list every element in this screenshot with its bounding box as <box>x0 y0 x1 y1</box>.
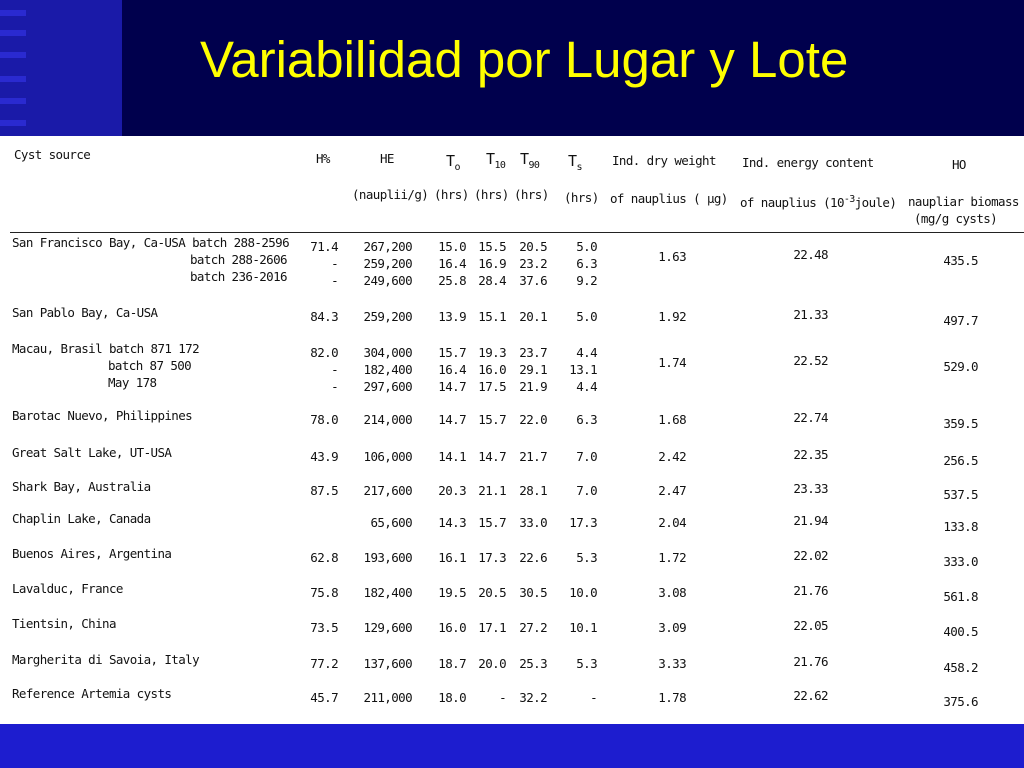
cell-t90: 25.3 <box>519 656 547 671</box>
cell-he: 65,600 <box>370 515 412 530</box>
cell-he: 304,000 <box>363 345 412 360</box>
cell-ts: 4.4 <box>576 379 597 394</box>
cell-hp: 75.8 <box>310 585 338 600</box>
cell-t10: 17.3 <box>478 550 506 565</box>
cell-ho: 133.8 <box>943 519 978 534</box>
cell-ts: 6.3 <box>576 256 597 271</box>
cell-t10: 20.0 <box>478 656 506 671</box>
cell-he: 217,600 <box>363 483 412 498</box>
cell-t0: 16.1 <box>438 550 466 565</box>
cell-en: 22.02 <box>793 548 828 563</box>
cell-t90: 32.2 <box>519 690 547 705</box>
cell-he: 137,600 <box>363 656 412 671</box>
cell-t10: 28.4 <box>478 273 506 288</box>
row-source: Lavalduc, France <box>12 581 123 596</box>
cell-he: 297,600 <box>363 379 412 394</box>
cell-hp: 84.3 <box>310 309 338 324</box>
row-source: Reference Artemia cysts <box>12 686 172 701</box>
bottom-accent-bar <box>0 724 1024 768</box>
cell-en: 21.76 <box>793 654 828 669</box>
cell-t90: 29.1 <box>519 362 547 377</box>
cell-ts: 7.0 <box>576 449 597 464</box>
cell-hp: 87.5 <box>310 483 338 498</box>
cell-dw: 1.72 <box>658 550 686 565</box>
cell-he: 106,000 <box>363 449 412 464</box>
header-ts: $T_s$ <box>568 152 582 173</box>
header-hp: H% <box>316 151 330 166</box>
cell-t0: 13.9 <box>438 309 466 324</box>
cell-t90: 33.0 <box>519 515 547 530</box>
cell-hp: 62.8 <box>310 550 338 565</box>
cell-ho: 256.5 <box>943 453 978 468</box>
cell-ho: 529.0 <box>943 359 978 374</box>
header-ho: HO <box>952 157 966 172</box>
cell-t90: 21.7 <box>519 449 547 464</box>
cell-t0: 16.4 <box>438 362 466 377</box>
cell-dw: 1.74 <box>658 355 686 370</box>
cell-t10: 15.5 <box>478 239 506 254</box>
cell-hp: 73.5 <box>310 620 338 635</box>
row-source: Margherita di Savoia, Italy <box>12 652 199 667</box>
header-t10-unit: (hrs) <box>474 187 509 202</box>
cell-he: 182,400 <box>363 362 412 377</box>
cell-t90: 22.0 <box>519 412 547 427</box>
cell-t0: 25.8 <box>438 273 466 288</box>
cell-ho: 359.5 <box>943 416 978 431</box>
cell-hp: - <box>331 379 338 394</box>
row-source: Macau, Brasil batch 871 172 <box>12 341 199 356</box>
cell-dw: 2.42 <box>658 449 686 464</box>
header-rule <box>10 232 1024 233</box>
cell-hp: 78.0 <box>310 412 338 427</box>
cell-he: 214,000 <box>363 412 412 427</box>
cell-he: 129,600 <box>363 620 412 635</box>
cell-t90: 37.6 <box>519 273 547 288</box>
scanned-table <box>0 136 1024 724</box>
cell-ts: 13.1 <box>569 362 597 377</box>
header-ho-unit: (mg/g cysts) <box>914 211 998 226</box>
cell-t0: 19.5 <box>438 585 466 600</box>
row-source: Buenos Aires, Argentina <box>12 546 172 561</box>
cell-ho: 375.6 <box>943 694 978 709</box>
row-source: San Pablo Bay, Ca-USA <box>12 305 158 320</box>
header-dry-weight: Ind. dry weight <box>612 153 716 168</box>
header-t10: $T_{10}$ <box>486 150 506 171</box>
cell-ts: 5.0 <box>576 309 597 324</box>
cell-t90: 27.2 <box>519 620 547 635</box>
row-source: Tientsin, China <box>12 616 116 631</box>
cell-t10: 14.7 <box>478 449 506 464</box>
row-source: Great Salt Lake, UT-USA <box>12 445 172 460</box>
cell-t90: 23.2 <box>519 256 547 271</box>
cell-dw: 1.92 <box>658 309 686 324</box>
cell-dw: 3.09 <box>658 620 686 635</box>
cell-t0: 15.7 <box>438 345 466 360</box>
cell-t10: 15.7 <box>478 412 506 427</box>
cell-he: 182,400 <box>363 585 412 600</box>
row-source-batch: batch 87 500 <box>108 358 192 373</box>
cell-t10: 15.7 <box>478 515 506 530</box>
cell-ho: 497.7 <box>943 313 978 328</box>
row-source: Shark Bay, Australia <box>12 479 151 494</box>
header-dry-weight-unit: of nauplius ( µg) <box>610 191 728 206</box>
cell-hp: 82.0 <box>310 345 338 360</box>
cell-ts: 5.3 <box>576 550 597 565</box>
cell-dw: 2.47 <box>658 483 686 498</box>
cell-t10: 15.1 <box>478 309 506 324</box>
cell-t0: 14.7 <box>438 412 466 427</box>
cell-dw: 1.63 <box>658 249 686 264</box>
row-source: Barotac Nuevo, Philippines <box>12 408 193 423</box>
slide-title: Variabilidad por Lugar y Lote <box>200 31 849 88</box>
cell-en: 21.33 <box>793 307 828 322</box>
cell-ts: 17.3 <box>569 515 597 530</box>
cell-ts: 7.0 <box>576 483 597 498</box>
cell-t0: 14.7 <box>438 379 466 394</box>
cell-t90: 30.5 <box>519 585 547 600</box>
cell-en: 22.74 <box>793 410 828 425</box>
cell-dw: 2.04 <box>658 515 686 530</box>
decorative-side-bar <box>0 0 122 136</box>
cell-he: 259,200 <box>363 256 412 271</box>
cell-ts: 5.3 <box>576 656 597 671</box>
cell-hp: 71.4 <box>310 239 338 254</box>
header-ho-biomass: naupliar biomass <box>908 194 1019 209</box>
cell-he: 267,200 <box>363 239 412 254</box>
cell-t0: 18.7 <box>438 656 466 671</box>
cell-en: 21.76 <box>793 583 828 598</box>
cell-ts: 4.4 <box>576 345 597 360</box>
cell-t0: 16.0 <box>438 620 466 635</box>
cell-hp: - <box>331 256 338 271</box>
cell-ho: 333.0 <box>943 554 978 569</box>
header-t90: $T_{90}$ <box>520 150 540 171</box>
cell-hp: 45.7 <box>310 690 338 705</box>
header-t0: $T_o$ <box>446 152 460 173</box>
cell-dw: 3.33 <box>658 656 686 671</box>
cell-t90: 20.5 <box>519 239 547 254</box>
cell-ho: 435.5 <box>943 253 978 268</box>
cell-ho: 458.2 <box>943 660 978 675</box>
cell-ho: 400.5 <box>943 624 978 639</box>
cell-t90: 21.9 <box>519 379 547 394</box>
cell-ts: - <box>590 690 597 705</box>
cell-t0: 14.1 <box>438 449 466 464</box>
cell-t10: 17.5 <box>478 379 506 394</box>
cell-he: 193,600 <box>363 550 412 565</box>
header-he: HE <box>380 151 394 166</box>
header-energy: Ind. energy content <box>742 155 874 170</box>
cell-t10: 19.3 <box>478 345 506 360</box>
cell-t90: 28.1 <box>519 483 547 498</box>
cell-t90: 22.6 <box>519 550 547 565</box>
cell-he: 249,600 <box>363 273 412 288</box>
row-source-batch: May 178 <box>108 375 157 390</box>
cell-ts: 10.0 <box>569 585 597 600</box>
cell-en: 22.35 <box>793 447 828 462</box>
header-energy-unit: of nauplius $(10^{-3}joule)$ <box>740 194 897 211</box>
cell-t10: 21.1 <box>478 483 506 498</box>
row-source-batch: batch 236-2016 <box>190 269 287 284</box>
cell-he: 259,200 <box>363 309 412 324</box>
cell-en: 21.94 <box>793 513 828 528</box>
cell-hp: - <box>331 362 338 377</box>
header-cyst-source: Cyst source <box>14 147 91 162</box>
cell-hp: - <box>331 273 338 288</box>
cell-en: 22.48 <box>793 247 828 262</box>
header-ts-unit: (hrs) <box>564 190 599 205</box>
row-source: San Francisco Bay, Ca-USA batch 288-2596 <box>12 235 290 250</box>
row-source-batch: batch 288-2606 <box>190 252 287 267</box>
cell-ts: 5.0 <box>576 239 597 254</box>
cell-t0: 15.0 <box>438 239 466 254</box>
cell-t10: - <box>499 690 506 705</box>
cell-t10: 16.0 <box>478 362 506 377</box>
cell-t10: 20.5 <box>478 585 506 600</box>
header-t0-unit: (hrs) <box>434 187 469 202</box>
cell-ts: 6.3 <box>576 412 597 427</box>
cell-dw: 1.78 <box>658 690 686 705</box>
cell-t0: 16.4 <box>438 256 466 271</box>
cell-ho: 537.5 <box>943 487 978 502</box>
cell-t10: 16.9 <box>478 256 506 271</box>
cell-he: 211,000 <box>363 690 412 705</box>
cell-en: 23.33 <box>793 481 828 496</box>
cell-t10: 17.1 <box>478 620 506 635</box>
cell-t0: 18.0 <box>438 690 466 705</box>
cell-t0: 14.3 <box>438 515 466 530</box>
header-t90-unit: (hrs) <box>514 187 549 202</box>
cell-dw: 3.08 <box>658 585 686 600</box>
cell-hp: 77.2 <box>310 656 338 671</box>
cell-en: 22.52 <box>793 353 828 368</box>
cell-hp: 43.9 <box>310 449 338 464</box>
cell-ts: 9.2 <box>576 273 597 288</box>
cell-dw: 1.68 <box>658 412 686 427</box>
cell-t0: 20.3 <box>438 483 466 498</box>
cell-ts: 10.1 <box>569 620 597 635</box>
cell-en: 22.05 <box>793 618 828 633</box>
cell-ho: 561.8 <box>943 589 978 604</box>
cell-en: 22.62 <box>793 688 828 703</box>
cell-t90: 23.7 <box>519 345 547 360</box>
header-he-unit: (nauplii/g) <box>352 187 429 202</box>
cell-t90: 20.1 <box>519 309 547 324</box>
row-source: Chaplin Lake, Canada <box>12 511 151 526</box>
